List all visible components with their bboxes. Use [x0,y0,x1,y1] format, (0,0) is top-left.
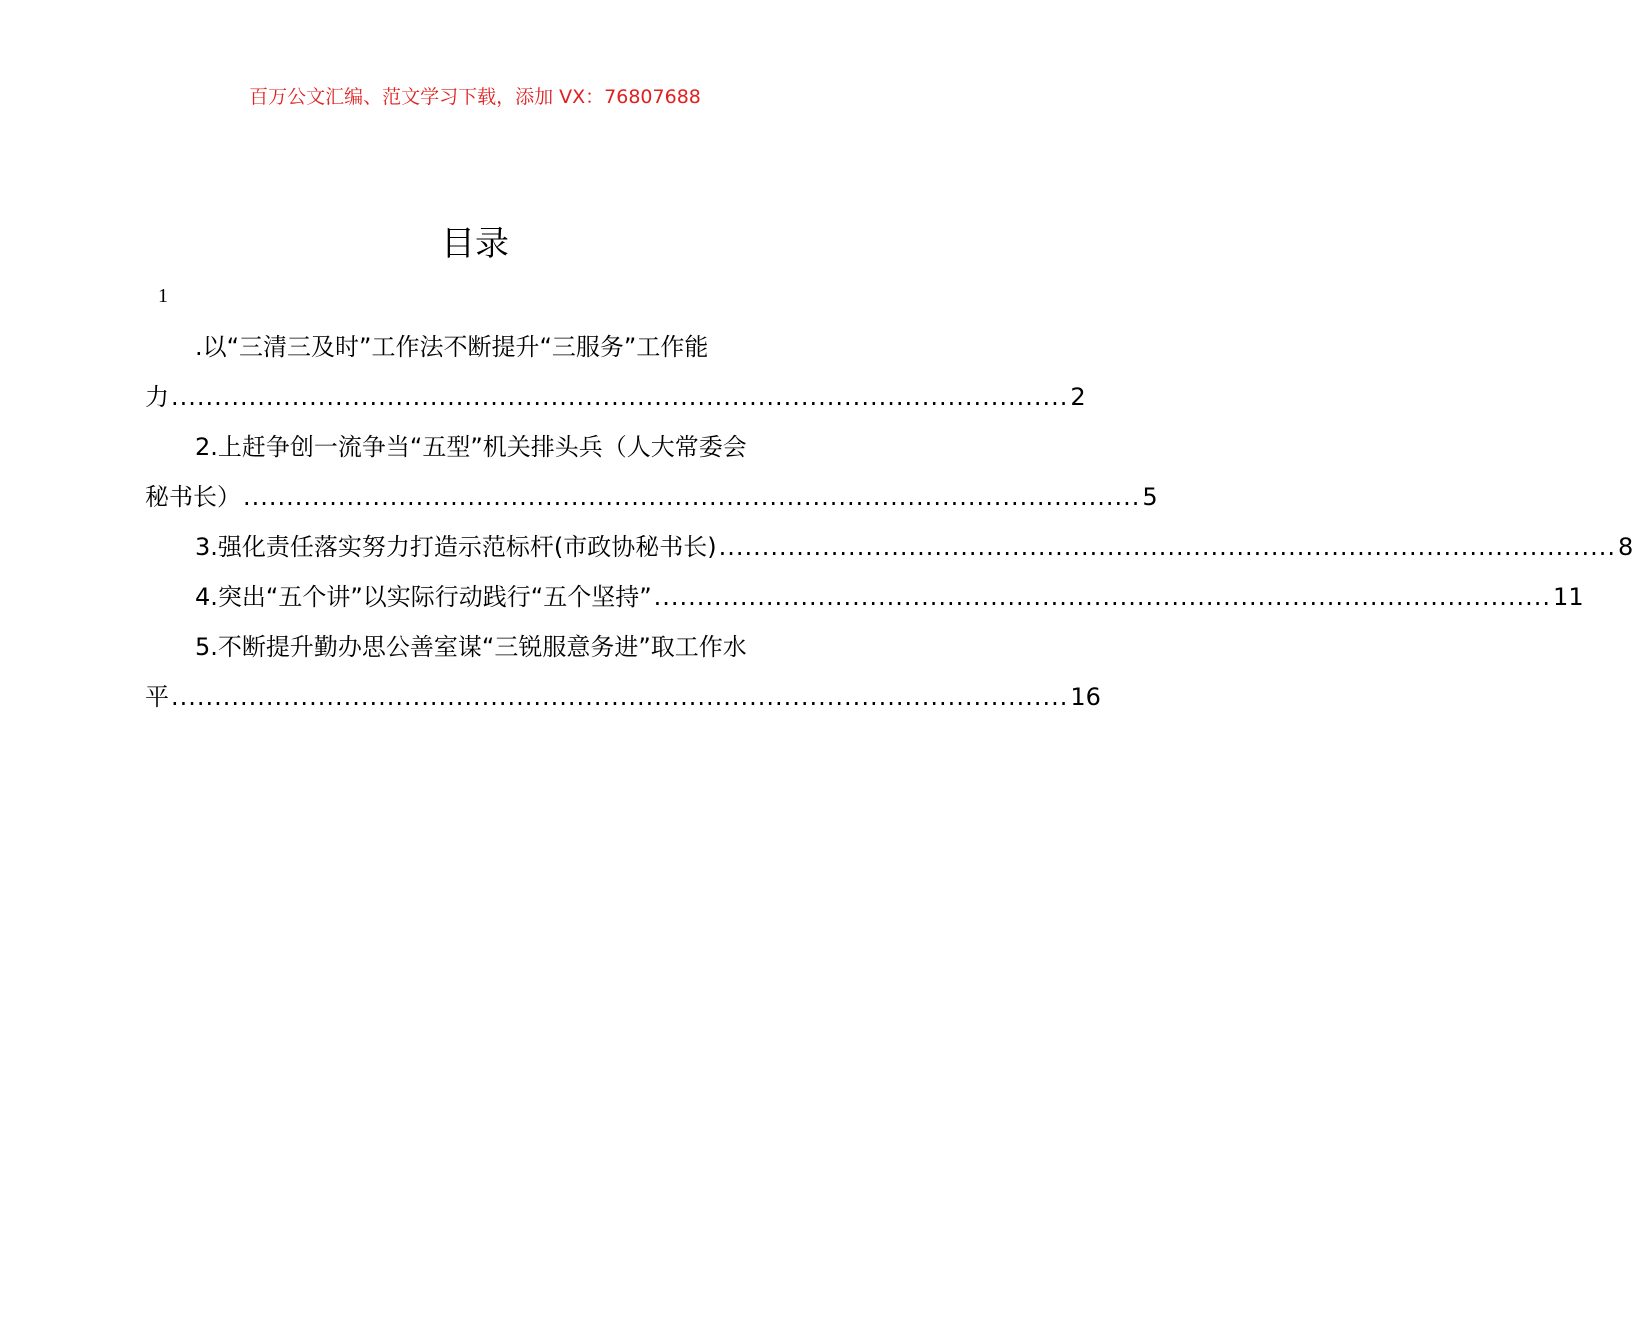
dot-leader: ........................................................................................................ [718,533,1617,561]
toc-entry-title: 5.不断提升勤办思公善室谋“三锐服意务进”取工作水 [195,633,747,661]
toc-entry-line [145,622,805,672]
dot-leader: ........................................................................................................ [653,583,1552,611]
toc-page-number: 16 [1070,683,1101,711]
toc-entry-line [145,522,1633,572]
toc-entry-title: .以“三清三及时”工作法不断提升“三服务”工作能 [195,333,709,361]
toc-page-number: 8 [1618,533,1633,561]
dot-leader: ........................................................................................................ [171,683,1069,711]
page-title: 目录 [441,224,509,264]
header-banner: 百万公文汇编、范文学习下载，添加 VX：76807688 [249,86,701,108]
toc-page-number: 11 [1553,583,1584,611]
toc-entry-title: 4.突出“五个讲”以实际行动践行“五个坚持” [195,583,652,611]
dot-leader: ........................................................................................................ [171,383,1069,411]
toc-entry-title: 3.强化责任落实努力打造示范标杆(市政协秘书长) [195,533,717,561]
page-marker: 1 [158,285,168,307]
toc-page-number: 5 [1142,483,1158,511]
dot-leader: ........................................................................................................ [243,483,1141,511]
toc-entry-2[interactable] [145,422,1158,522]
toc-entry-title-cont: 力 [145,383,169,411]
toc-entry-line [145,422,805,472]
toc-page-number: 2 [1070,383,1086,411]
toc-entry-line [145,372,1086,422]
toc-entry-5[interactable] [145,622,1101,722]
toc-entry-line [145,472,1158,522]
toc-entry-line [145,572,1584,622]
toc-entry-line [145,322,805,372]
toc-entry-3[interactable] [145,522,1633,572]
table-of-contents [145,322,1633,722]
toc-entry-4[interactable] [145,572,1584,622]
toc-entry-line [145,672,1101,722]
toc-entry-1[interactable] [145,322,1086,422]
toc-entry-title-cont: 秘书长） [145,483,241,511]
toc-entry-title-cont: 平 [145,683,169,711]
toc-entry-title: 2.上赶争创一流争当“五型”机关排头兵（人大常委会 [195,433,747,461]
